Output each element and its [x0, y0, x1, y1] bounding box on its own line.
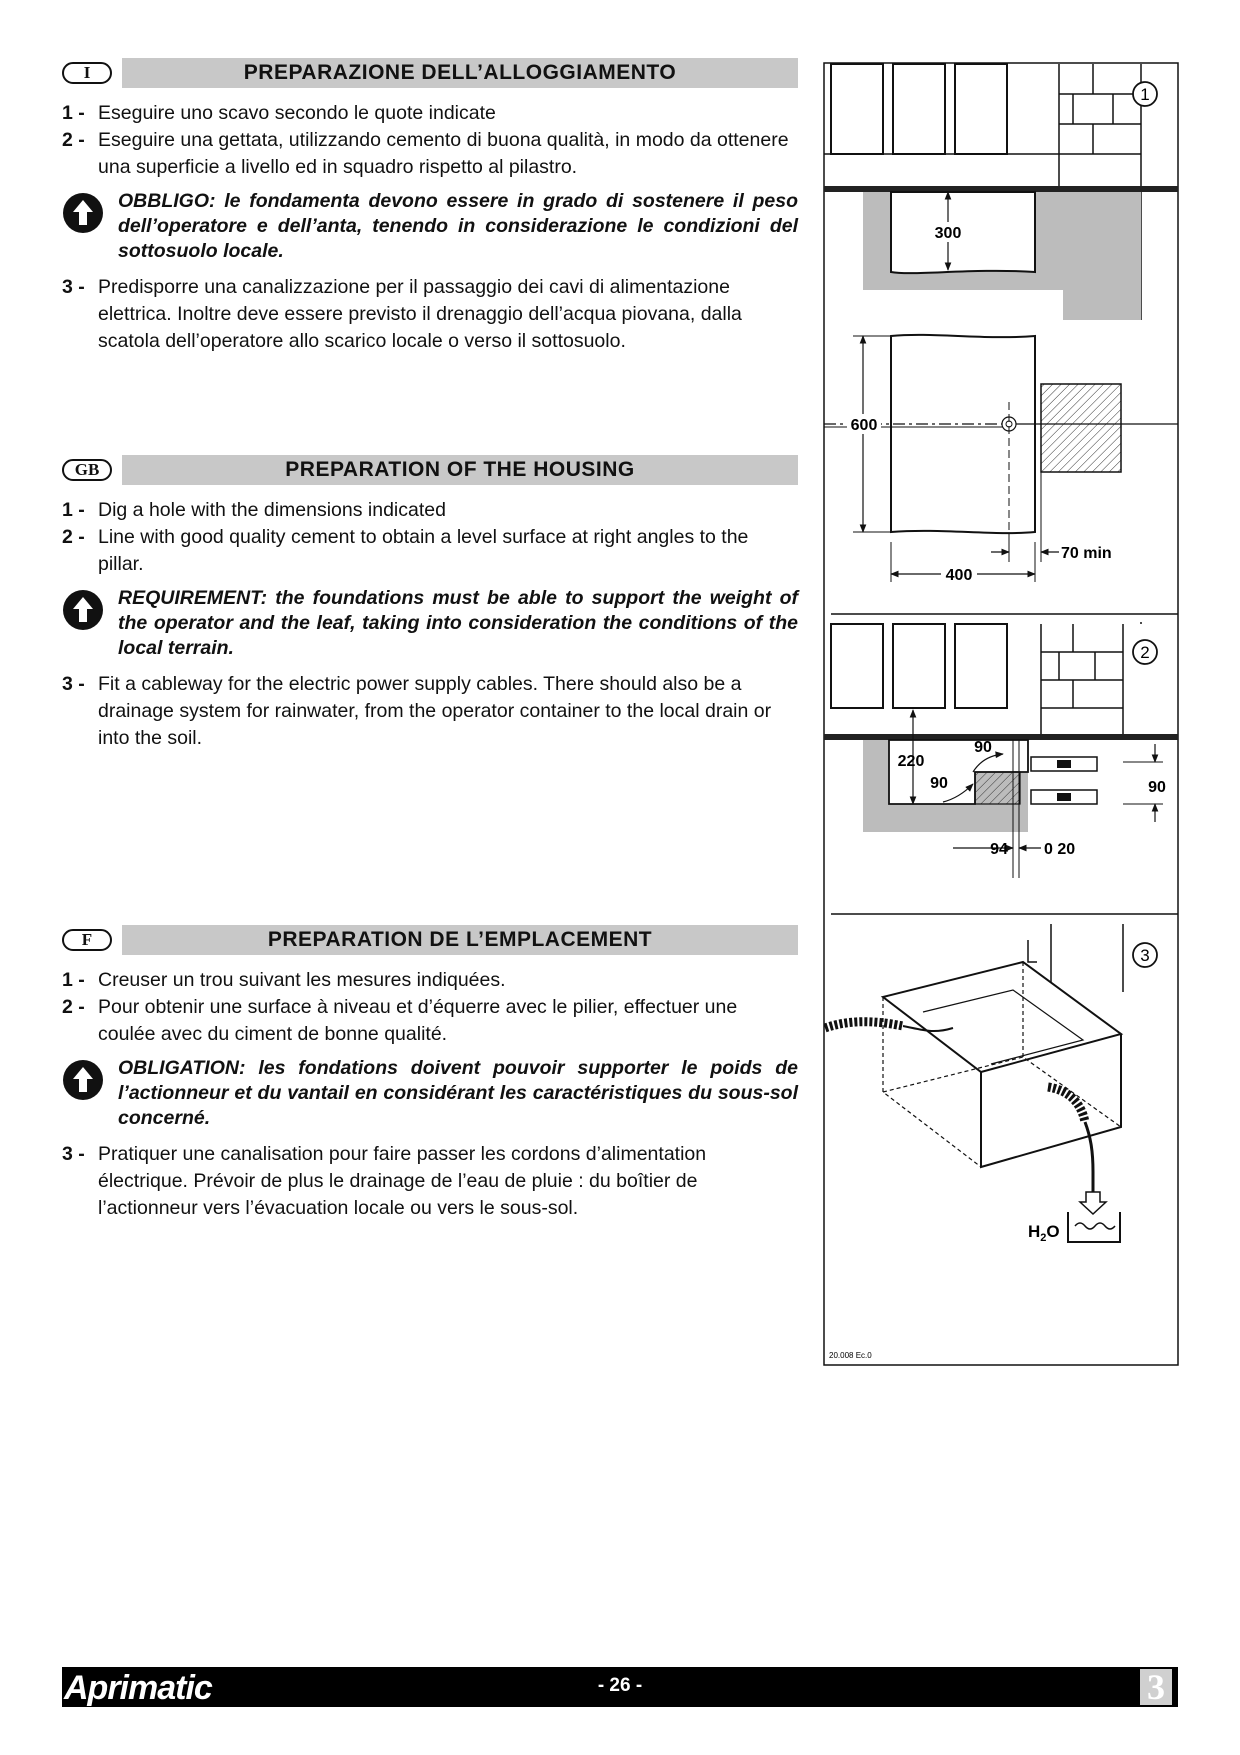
- chapter-number: 3: [1140, 1669, 1172, 1705]
- section-fr: [62, 925, 798, 1222]
- dim-220: 220: [897, 753, 925, 770]
- dim-90-top: 90: [974, 739, 992, 756]
- dim-70-min: 70 min: [1061, 545, 1112, 562]
- warning-text: OBBLIGO: le fondamenta devono essere in grado di sostenere il peso dell’operatore e dell’anta, tenendo in considerazione le condizioni del sottosuolo locale.: [118, 190, 798, 262]
- warning-text: REQUIREMENT: the foundations must be able to support the weight of the operator and the leaf, taking into consideration the conditions of the local terrain.: [118, 587, 798, 659]
- lang-badge: GB: [62, 459, 112, 481]
- section-header: [62, 58, 798, 88]
- step-1: 1 - Eseguire uno scavo secondo le quote indicate: [62, 102, 496, 124]
- dim-600: 600: [850, 417, 878, 434]
- section-title: PREPARAZIONE DELL’ALLOGGIAMENTO: [122, 58, 798, 88]
- step-2: 2 - Pour obtenir une surface à niveau et d’équerre avec le pilier, effectuer une coulée avec du ciment de bonne qualité.: [62, 996, 738, 1045]
- warning-block: [62, 189, 798, 264]
- warning-arrow-icon: [62, 192, 104, 234]
- brand-logo: Aprimatic: [64, 1669, 212, 1707]
- dim-90-mid: 90: [930, 775, 948, 792]
- dim-94: 94: [990, 841, 1008, 858]
- panel-number-1: 1: [1140, 85, 1150, 104]
- step-2: 2 - Eseguire una gettata, utilizzando cemento di buona qualità, in modo da ottenere una superficie a livello ed in squadro rispetto al pilastro.: [62, 129, 789, 178]
- dim-0-20: 0 20: [1044, 841, 1076, 858]
- dim-300: 300: [934, 225, 962, 242]
- dim-90-right: 90: [1148, 779, 1166, 796]
- step-1: 1 - Creuser un trou suivant les mesures indiquées.: [62, 969, 506, 991]
- section-gb: [62, 455, 798, 752]
- figure-code: 20.008 Ec.0: [829, 1351, 872, 1360]
- warning-arrow-icon: [62, 589, 104, 631]
- page-number: - 26 -: [597, 1675, 643, 1696]
- panel-number-3: 3: [1140, 946, 1150, 965]
- step-3: 3 - Predisporre una canalizzazione per il passaggio dei cavi di alimentazione elettrica. Inoltre deve essere previsto il drenaggio dell’acqua piovana, dalla scatola dell’operatore allo scarico locale o verso il sottosuolo.: [62, 276, 742, 352]
- step-3: 3 - Pratiquer une canalisation pour faire passer les cordons d’alimentation électrique. Prévoir de plus le drainage de l’eau de pluie : du boîtier de l’actionneur vers l’évacuation locale ou vers le sous-sol.: [62, 1143, 707, 1219]
- warning-text: OBLIGATION: les fondations doivent pouvoir supporter le poids de l’actionneur et du vantail en considérant les caractéristiques du sous-sol concerné.: [118, 1057, 798, 1129]
- footer-bar: [62, 1667, 1178, 1707]
- warning-block: [62, 1056, 798, 1131]
- section-header: [62, 925, 798, 955]
- step-2: 2 - Line with good quality cement to obtain a level surface at right angles to the pillar.: [62, 526, 749, 575]
- section-it: [62, 58, 798, 355]
- warning-arrow-icon: [62, 1059, 104, 1101]
- step-1: 1 - Dig a hole with the dimensions indicated: [62, 499, 446, 521]
- h2o-label: $H_2O$: [1028, 1222, 1060, 1244]
- section-header: [62, 455, 798, 485]
- dim-400: 400: [945, 567, 973, 584]
- section-title: PREPARATION DE L’EMPLACEMENT: [122, 925, 798, 955]
- lang-badge: I: [62, 62, 112, 84]
- section-title: PREPARATION OF THE HOUSING: [122, 455, 798, 485]
- installation-figure: [823, 62, 1179, 1366]
- lang-badge: F: [62, 929, 112, 951]
- panel-number-2: 2: [1140, 643, 1150, 662]
- warning-block: [62, 586, 798, 661]
- step-3: 3 - Fit a cableway for the electric power supply cables. There should also be a drainage system for rainwater, from the operator container to the local drain or into the soil.: [62, 673, 772, 749]
